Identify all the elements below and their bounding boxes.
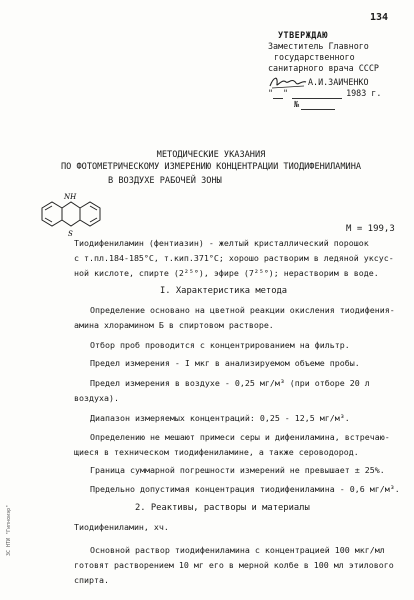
- section1-line: Граница суммарной погрешности измерений не превышает ± 25%.: [90, 465, 385, 475]
- approval-line: государственного: [274, 52, 355, 62]
- section1-title: I. Характеристика метода: [160, 286, 288, 296]
- approval-year: 1983 г.: [346, 88, 382, 98]
- section1-line: амина хлорамином Б в спиртовом растворе.: [74, 320, 274, 330]
- section1-line: Определению не мешают примеси серы и дифениламина, встречаю-: [90, 432, 390, 442]
- approval-number: №: [294, 99, 381, 110]
- intro-line: с т.пл.184-185°С, т.кип.371°С; хорошо растворим в ледяной уксус-: [74, 253, 394, 263]
- molecular-weight: М = 199,3: [346, 224, 395, 234]
- approval-line: санитарного врача СССР: [268, 63, 379, 73]
- section1-line: Определение основано на цветной реакции окисления тиодифения-: [90, 305, 395, 315]
- section1-line: Предел измерения - I мкг в анализируемом объеме пробы.: [90, 358, 360, 368]
- signatory-name: А.И.ЗАИЧЕНКО: [308, 77, 369, 87]
- page-number: 134: [370, 12, 389, 23]
- signature-icon: [268, 74, 308, 88]
- approval-heading: УТВЕРЖДАЮ: [278, 30, 328, 40]
- printer-side-note: ЗС НТИ "Гипноиэр": [6, 504, 12, 556]
- section1-line: воздуха).: [74, 393, 119, 403]
- section2-line: Тиодифениламин, хч.: [74, 522, 169, 532]
- doc-title-line1: МЕТОДИЧЕСКИЕ УКАЗАНИЯ: [156, 150, 266, 160]
- section1-line: Предел измерения в воздухе - 0,25 мг/м³ (при отборе 20 л: [90, 378, 370, 388]
- approval-line: Заместитель Главного: [268, 41, 369, 51]
- intro-line: Тиодифениламин (фентиазин) - желтый кристаллический порошок: [74, 238, 369, 248]
- section1-line: щиеся в техническом тиодифениламине, а также сероводород.: [74, 447, 359, 457]
- section2-title: 2. Реактивы, растворы и материалы: [135, 503, 310, 513]
- section1-line: Отбор проб проводится с концентрированием на фильтр.: [90, 340, 350, 350]
- formula-s-label: S: [68, 230, 73, 238]
- doc-title-line3: В ВОЗДУХЕ РАБОЧЕЙ ЗОНЫ: [108, 176, 222, 186]
- section2-line: готовят растворением 10 мг его в мерной колбе в 100 мл этилового: [74, 560, 394, 570]
- approval-block: [268, 30, 381, 110]
- section2-line: спирта.: [74, 575, 109, 585]
- intro-line: ной кислоте, спирте (2²⁵°), эфире (7²⁵°); нерастворим в воде.: [74, 268, 379, 278]
- doc-title-line2: ПО ФОТОМЕТРИЧЕСКОМУ ИЗМЕРЕНИЮ КОНЦЕНТРАЦИИ ТИОДИФЕНИЛАМИНА: [60, 162, 362, 172]
- section1-line: Диапазон измеряемых концентраций: 0,25 - 12,5 мг/м³.: [90, 413, 350, 423]
- section2-line: Основной раствор тиодифениламина с концентрацией 100 мкг/мл: [90, 545, 385, 555]
- section1-line: Предельно допустимая концентрация тиодифениламина - 0,6 мг/м³.: [90, 484, 400, 494]
- formula-nh-label: NH: [64, 193, 77, 201]
- signature-line: [268, 74, 381, 88]
- approval-date: " " 1983 г.: [268, 88, 382, 98]
